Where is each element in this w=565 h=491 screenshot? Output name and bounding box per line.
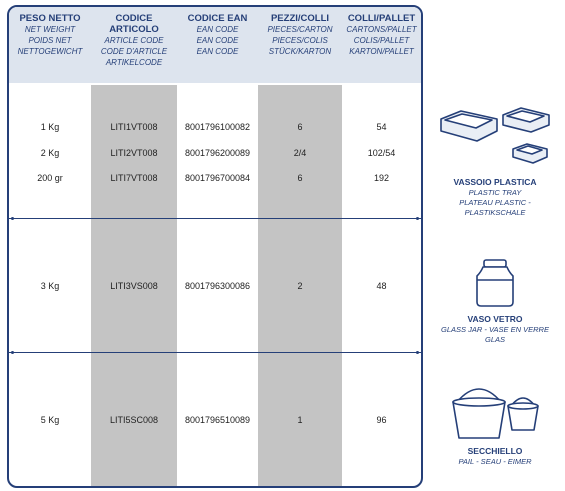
cell-weight: 200 gr: [37, 173, 63, 183]
cell-ean: 8001796300086: [184, 281, 251, 291]
cell-weight: 2 Kg: [40, 148, 60, 158]
plastic-tray-icon: [437, 105, 553, 173]
header-article-code: CODICE ARTICOLO ARTICLE CODE CODE D'ARTICLE ARTIKELCODE: [100, 13, 168, 67]
section-divider: [9, 218, 421, 219]
cell-pallet: 54: [376, 122, 387, 132]
cell-weight: 5 Kg: [40, 415, 60, 425]
cell-weight: 3 Kg: [40, 281, 60, 291]
product-table: [7, 5, 423, 488]
cell-pallet: 102/54: [367, 148, 396, 158]
product-plastic-tray: [430, 105, 560, 218]
cell-pieces: 6: [297, 122, 303, 132]
cell-ean: 8001796200089: [184, 148, 251, 158]
header-ean-code: CODICE EAN EAN CODE EAN CODE EAN CODE: [187, 13, 248, 56]
cell-pieces: 1: [297, 415, 303, 425]
section-divider: [9, 352, 421, 353]
product-name: VASSOIO PLASTICA: [453, 177, 537, 187]
product-subtitle: GLASS JAR - VASE EN VERRE: [441, 325, 549, 334]
cell-pallet: 96: [376, 415, 387, 425]
pail-icon: [445, 382, 545, 442]
cell-pieces: 2: [297, 281, 303, 291]
product-subtitle: PLATEAU PLASTIC - PLASTIKSCHALE: [459, 198, 531, 217]
product-subtitle: GLAS: [484, 335, 505, 344]
cell-pallet: 192: [373, 173, 390, 183]
header-pieces-carton: PEZZI/COLLI PIECES/CARTON PIECES/COLIS STÜCK/KARTON: [267, 13, 333, 56]
product-pail: [430, 382, 560, 467]
cell-article-code: LITI3VS008: [110, 281, 158, 291]
product-subtitle: PAIL - SEAU - EIMER: [458, 457, 532, 466]
cell-article-code: LITI1VT008: [110, 122, 158, 132]
cell-pieces: 2/4: [293, 148, 307, 158]
cell-pieces: 6: [297, 173, 303, 183]
cell-weight: 1 Kg: [40, 122, 60, 132]
header-cartons-pallet: COLLI/PALLET CARTONS/PALLET COLIS/PALLET KARTON/PALLET: [346, 13, 417, 56]
product-name: SECCHIELLO: [467, 446, 523, 456]
product-name: VASO VETRO: [467, 314, 523, 324]
cell-ean: 8001796510089: [184, 415, 251, 425]
cell-pallet: 48: [376, 281, 387, 291]
cell-article-code: LITI2VT008: [110, 148, 158, 158]
product-glass-jar: [430, 258, 560, 345]
cell-article-code: LITI5SC008: [109, 415, 159, 425]
cell-article-code: LITI7VT008: [110, 173, 158, 183]
header-net-weight: PESO NETTO NET WEIGHT POIDS NET NETTOGEWICHT: [17, 13, 83, 56]
cell-ean: 8001796100082: [184, 122, 251, 132]
product-subtitle: PLASTIC TRAY: [468, 188, 522, 197]
cell-ean: 8001796700084: [184, 173, 251, 183]
glass-jar-icon: [473, 258, 517, 308]
